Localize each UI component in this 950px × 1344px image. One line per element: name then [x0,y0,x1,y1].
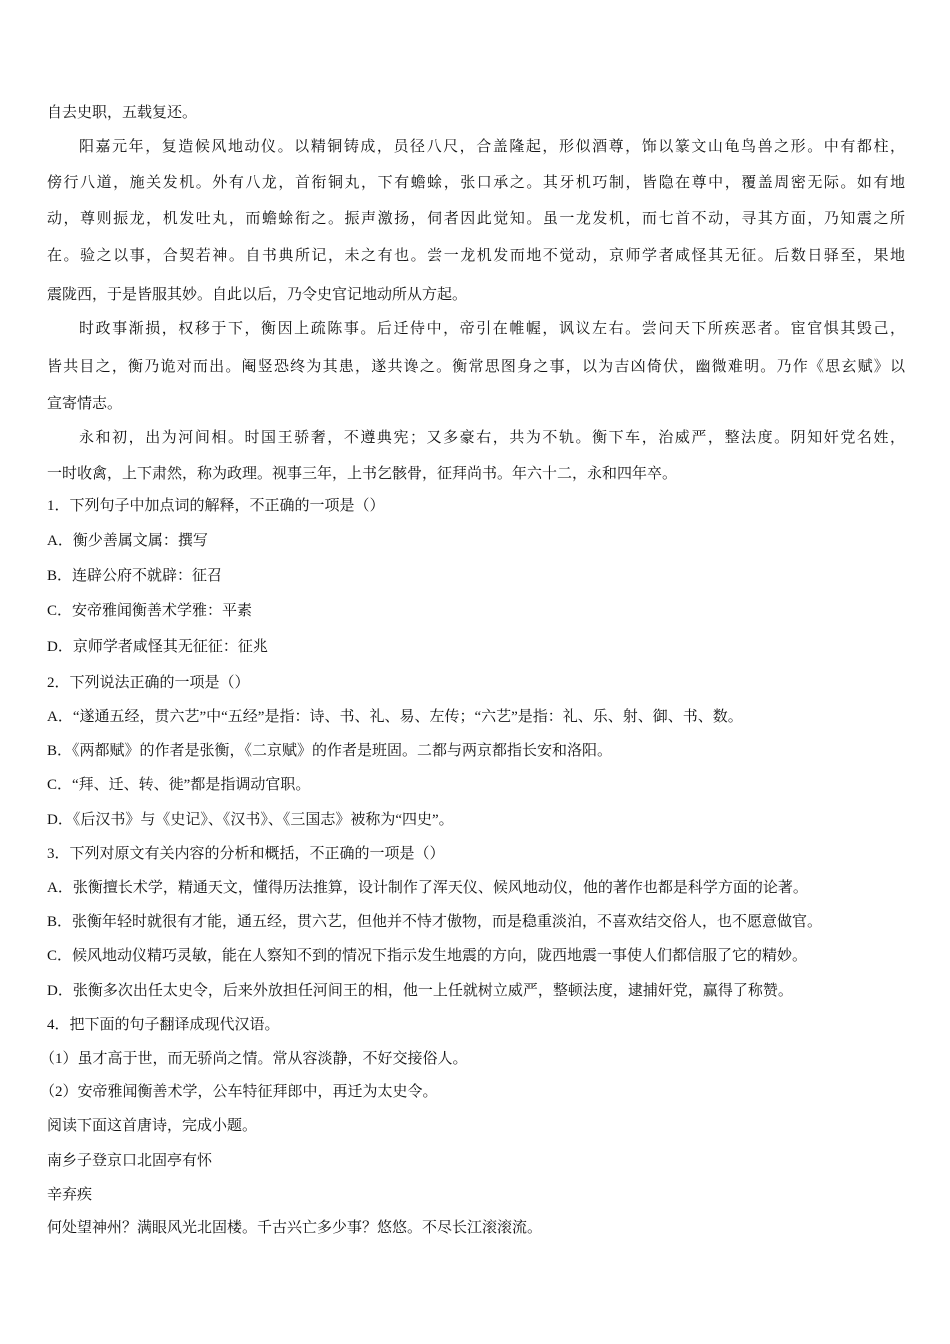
translation-item: （2）安帝雅闻衡善术学，公车特征拜郎中，再迁为太史令。 [40,1084,438,1100]
passage-line: 永和初，出为河间相。时国王骄奢，不遵典宪；又多豪右，共为不轨。衡下车，治威严，整法度。阴知奸党名姓， [79,428,905,446]
passage-line: 阳嘉元年，复造候风地动仪。以精铜铸成，员径八尺，合盖隆起，形似酒尊，饰以篆文山龟鸟兽之形。中有都柱， [79,137,905,155]
passage-line: 一时收禽，上下肃然，称为政理。视事三年，上书乞骸骨，征拜尚书。年六十二，永和四年卒。 [47,464,678,482]
poem-title: 南乡子登京口北固亭有怀 [47,1151,213,1169]
poem-instruction: 阅读下面这首唐诗，完成小题。 [47,1118,258,1134]
translation-item: （1）虽才高于世，而无骄尚之情。常从容淡静，不好交接俗人。 [40,1051,468,1067]
poem-author: 辛弃疾 [47,1185,93,1203]
question-stem: 1．下列句子中加点词的解释，不正确的一项是（） [47,498,385,514]
passage-line: 自去史职，五载复还。 [47,103,198,121]
passage-line: 时政事渐损，权移于下，衡因上疏陈事。后迁侍中，帝引在帷幄，讽议左右。尝问天下所疾恶者。宦官惧其毁己， [79,319,905,337]
question-option: A．“遂通五经，贯六艺”中“五经”是指：诗、书、礼、易、左传；“六艺”是指：礼、乐、射、御、书、数。 [47,709,743,725]
question-option: B．张衡年轻时就很有才能，通五经，贯六艺，但他并不恃才傲物，而是稳重淡泊，不喜欢结交俗人，也不愿意做官。 [47,914,823,930]
question-stem: 4．把下面的句子翻译成现代汉语。 [47,1017,280,1033]
question-option: C．“拜、迁、转、徙”都是指调动官职。 [47,777,311,793]
passage-line: 震陇西，于是皆服其妙。自此以后，乃令史官记地动所从方起。 [47,285,468,303]
question-option: D．张衡多次出任太史令，后来外放担任河间王的相，他一上任就树立威严，整顿法度，逮捕奸党，赢得了称赞。 [47,983,793,999]
poem-line: 何处望神州？满眼风光北固楼。千古兴亡多少事？悠悠。不尽长江滚滚流。 [47,1218,543,1236]
question-option: C．安帝雅闻衡善术学雅：平素 [47,603,253,619]
passage-line: 傍行八道，施关发机。外有八龙，首衔铜丸，下有蟾蜍，张口承之。其牙机巧制，皆隐在尊中，覆盖周密无际。如有地 [47,173,905,191]
question-stem: 3．下列对原文有关内容的分析和概括，不正确的一项是（） [47,846,445,862]
question-option: B．《两都赋》的作者是张衡，《二京赋》的作者是班固。二都与两京都指长安和洛阳。 [47,743,613,759]
passage-line: 在。验之以事，合契若神。自书典所记，未之有也。尝一龙机发而地不觉动，京师学者咸怪其无征。后数日驿至，果地 [47,246,905,264]
question-option: D．《后汉书》与《史记》、《汉书》、《三国志》被称为“四史”。 [47,812,454,828]
question-stem: 2．下列说法正确的一项是（） [47,675,250,691]
passage-line: 宣寄情志。 [47,394,123,412]
passage-line: 皆共目之，衡乃诡对而出。阉竖恐终为其患，遂共谗之。衡常思图身之事，以为吉凶倚伏，幽微难明。乃作《思玄赋》以 [47,357,905,375]
question-option: A．衡少善属文属：撰写 [47,533,208,549]
passage-line: 动，尊则振龙，机发吐丸，而蟾蜍衔之。振声激扬，伺者因此觉知。虽一龙发机，而七首不动，寻其方面，乃知震之所 [47,209,905,227]
question-option: A．张衡擅长术学，精通天文，懂得历法推算，设计制作了浑天仪、候风地动仪，他的著作也都是科学方面的论著。 [47,880,808,896]
question-option: C．候风地动仪精巧灵敏，能在人察知不到的情况下指示发生地震的方向，陇西地震一事使人们都信服了它的精妙。 [47,948,808,964]
question-option: D．京师学者咸怪其无征征：征兆 [47,639,268,655]
question-option: B．连辟公府不就辟：征召 [47,568,223,584]
